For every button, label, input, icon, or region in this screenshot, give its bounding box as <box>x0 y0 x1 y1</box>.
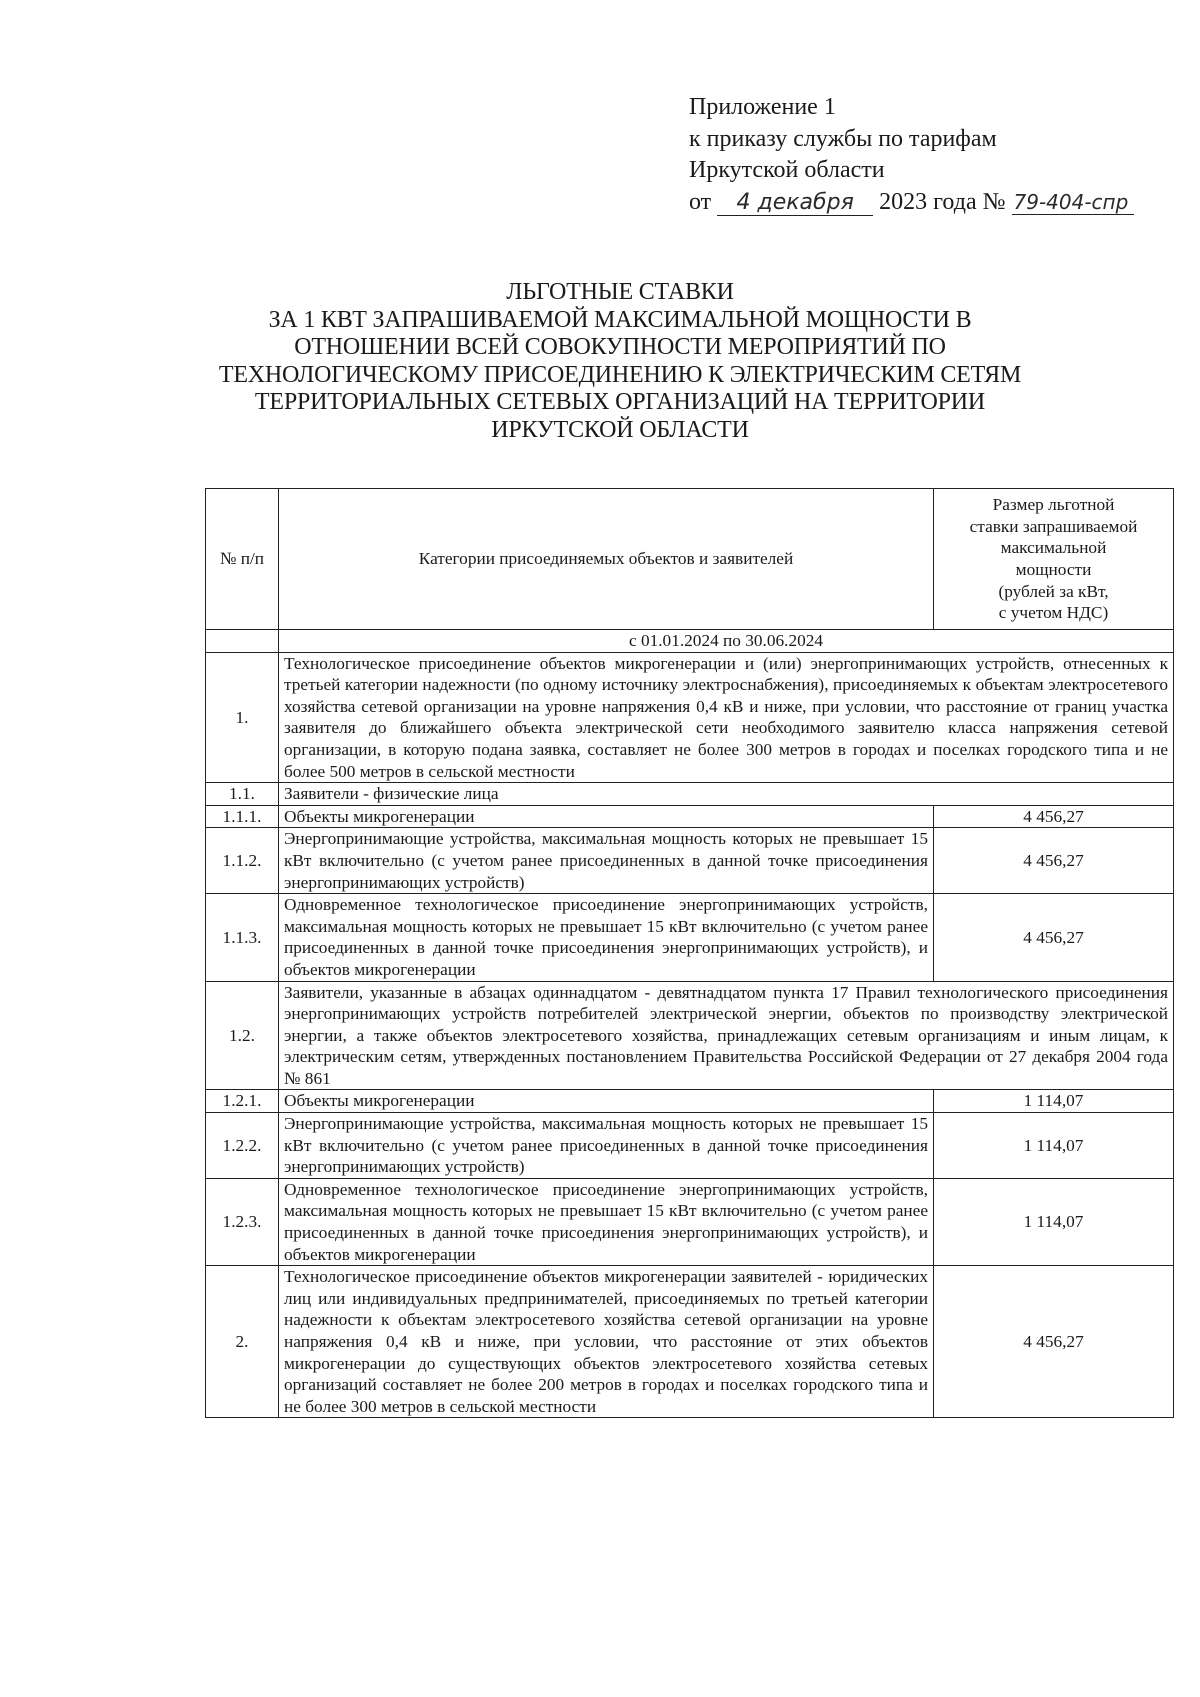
title-line-2: ЗА 1 КВТ ЗАПРАШИВАЕМОЙ МАКСИМАЛЬНОЙ МОЩНОСТИ В <box>268 306 972 333</box>
row-text: Объекты микрогенерации <box>279 1090 934 1113</box>
row-value: 1 114,07 <box>934 1178 1174 1265</box>
appendix-line-1: Приложение 1 <box>689 94 836 120</box>
row-text: Технологическое присоединение объектов микрогенерации и (или) энергопринимающих устройств, отнесенных к третьей категории надежности (по одному источнику электроснабжения), присоединяемых к объектам электросетевого хозяйства сетевой организации на уровне напряжения 0,4 кВ и ниже, при условии, что расстояние от границ участка заявителя до ближайшего объекта электрической сети необходимого заявителю класса напряжения сетевой организации, в которую подана заявка, составляет не более 300 метров в городах и поселках городского типа и не более 500 метров в сельской местности <box>279 652 1174 783</box>
appendix-order-line <box>689 187 1134 219</box>
table-row <box>206 981 1174 1090</box>
table-row <box>206 1113 1174 1179</box>
title-line-3: ОТНОШЕНИИ ВСЕЙ СОВОКУПНОСТИ МЕРОПРИЯТИЙ ПО <box>294 334 946 361</box>
title-line-4: ТЕХНОЛОГИЧЕСКОМУ ПРИСОЕДИНЕНИЮ К ЭЛЕКТРИЧЕСКИМ СЕТЯМ <box>218 361 1022 388</box>
rates-table <box>205 488 1174 1418</box>
header-rate <box>934 489 1174 630</box>
row-num: 1.1.3. <box>206 894 279 981</box>
row-text: Объекты микрогенерации <box>279 805 934 828</box>
row-text: Одновременное технологическое присоединение энергопринимающих устройств, максимальная мощность которых не превышает 15 кВт включительно (с учетом ранее присоединенных в данной точке присоединения энергопринимающих устройств), и объектов микрогенерации <box>279 894 934 981</box>
header-row <box>206 489 1174 630</box>
header-rate-line-3: максимальной <box>1000 538 1107 558</box>
row-text: Энергопринимающие устройства, максимальная мощность которых не превышает 15 кВт включительно (с учетом ранее присоединенных в данной точке присоединения энергопринимающих устройств) <box>279 828 934 894</box>
row-text: Энергопринимающие устройства, максимальная мощность которых не превышает 15 кВт включительно (с учетом ранее присоединенных в данной точке присоединения энергопринимающих устройств) <box>279 1113 934 1179</box>
header-rate-line-1: Размер льготной <box>992 495 1115 515</box>
row-value: 4 456,27 <box>934 1266 1174 1418</box>
table-row <box>206 828 1174 894</box>
title-line-6: ИРКУТСКОЙ ОБЛАСТИ <box>491 416 749 443</box>
appendix-block <box>689 92 1134 218</box>
header-category: Категории присоединяемых объектов и заявителей <box>279 489 934 630</box>
appendix-line-3: Иркутской области <box>689 157 885 183</box>
period-num-cell <box>206 630 279 653</box>
row-num: 1.1.1. <box>206 805 279 828</box>
period-label: с 01.01.2024 по 30.06.2024 <box>279 630 1174 653</box>
year-label: 2023 года № <box>879 188 1006 215</box>
row-text: Технологическое присоединение объектов микрогенерации заявителей - юридических лиц или индивидуальных предпринимателей, присоединяемых по третьей категории надежности к объектам электросетевого хозяйства сетевой организации на уровне напряжения 0,4 кВ и ниже, при условии, что расстояние от этих объектов микрогенерации до существующих объектов электросетевого хозяйства сетевых организаций составляет не более 200 метров в городах и поселках городского типа и не более 300 метров в сельской местности <box>279 1266 934 1418</box>
header-rate-line-5: (рублей за кВт, <box>998 581 1109 601</box>
handwritten-order-number: 79-404-спр <box>1012 190 1134 215</box>
row-value: 4 456,27 <box>934 805 1174 828</box>
row-text: Заявители - физические лица <box>279 783 1174 806</box>
row-value: 4 456,27 <box>934 894 1174 981</box>
table-row <box>206 1178 1174 1265</box>
row-value: 1 114,07 <box>934 1113 1174 1179</box>
table-row <box>206 783 1174 806</box>
header-num: № п/п <box>206 489 279 630</box>
row-num: 1.1.2. <box>206 828 279 894</box>
row-num: 1.2.1. <box>206 1090 279 1113</box>
row-text: Заявители, указанные в абзацах одиннадцатом - девятнадцатом пункта 17 Правил технологического присоединения энергопринимающих устройств потребителей электрической энергии, объектов по производству электрической энергии, а также объектов электросетевого хозяйства, принадлежащих сетевым организациям и иным лицам, к электрическим сетям, утвержденных постановлением Правительства Российской Федерации от 27 декабря 2004 года № 861 <box>279 981 1174 1090</box>
row-num: 2. <box>206 1266 279 1418</box>
table-row <box>206 1090 1174 1113</box>
handwritten-date: 4 декабря <box>717 191 873 216</box>
row-num: 1.1. <box>206 783 279 806</box>
row-text: Одновременное технологическое присоединение энергопринимающих устройств, максимальная мощность которых не превышает 15 кВт включительно (с учетом ранее присоединенных в данной точке присоединения энергопринимающих устройств), и объектов микрогенерации <box>279 1178 934 1265</box>
row-num: 1.2. <box>206 981 279 1090</box>
row-value: 4 456,27 <box>934 828 1174 894</box>
table-row <box>206 1266 1174 1418</box>
row-num: 1.2.3. <box>206 1178 279 1265</box>
row-num: 1.2.2. <box>206 1113 279 1179</box>
table-row <box>206 894 1174 981</box>
table-row <box>206 805 1174 828</box>
header-rate-line-4: мощности <box>1015 560 1092 579</box>
row-value: 1 114,07 <box>934 1090 1174 1113</box>
table-row <box>206 652 1174 783</box>
header-rate-line-6: с учетом НДС) <box>998 603 1109 623</box>
document-title <box>205 279 1035 445</box>
period-row <box>206 630 1174 653</box>
appendix-line-2: к приказу службы по тарифам <box>689 125 997 152</box>
title-line-1: ЛЬГОТНЫЕ СТАВКИ <box>506 279 734 305</box>
row-num: 1. <box>206 652 279 783</box>
title-line-5: ТЕРРИТОРИАЛЬНЫХ СЕТЕВЫХ ОРГАНИЗАЦИЙ НА ТЕРРИТОРИИ <box>254 389 986 416</box>
from-label: от <box>689 188 712 215</box>
header-rate-line-2: ставки запрашиваемой <box>969 516 1138 536</box>
